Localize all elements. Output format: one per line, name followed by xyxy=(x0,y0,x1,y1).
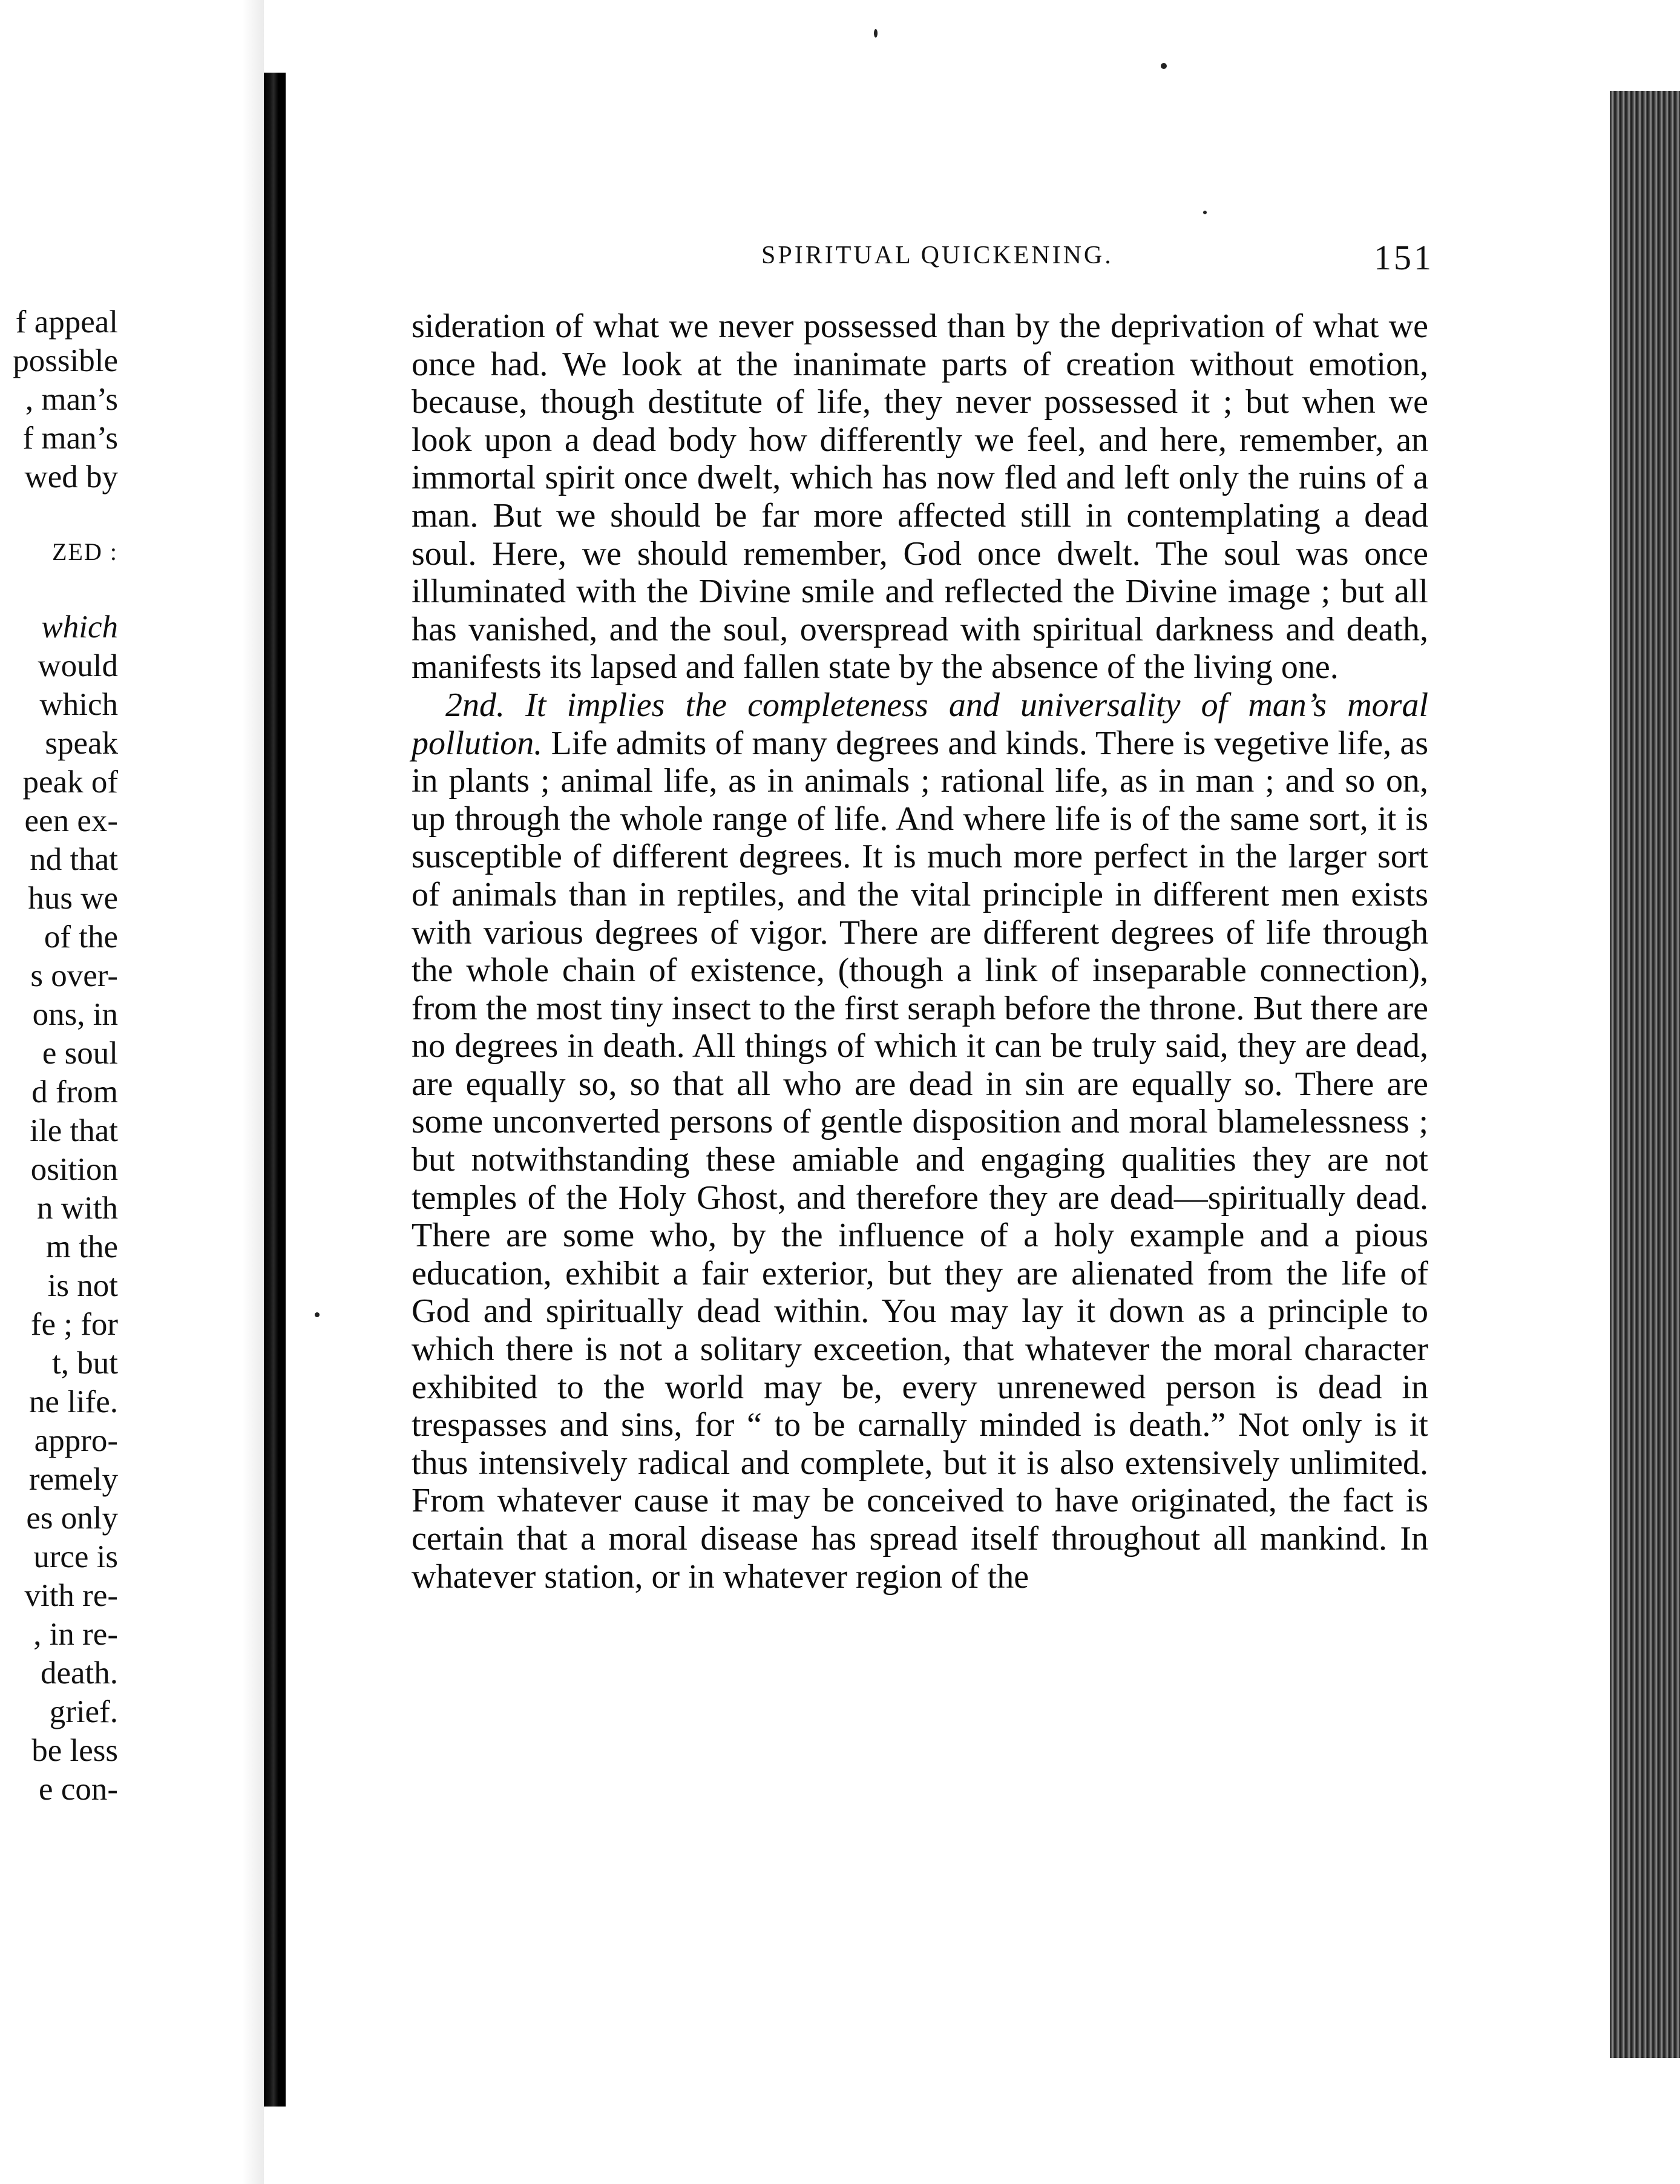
left-fragment: , in re- xyxy=(33,1617,118,1652)
left-fragment: hus we xyxy=(28,881,118,916)
left-fragment: es only xyxy=(26,1501,118,1536)
left-fragment: e con- xyxy=(39,1772,118,1807)
left-fragment: possible xyxy=(13,343,118,378)
left-fragment: of the xyxy=(44,919,118,955)
left-fragment: speak xyxy=(45,726,118,761)
paragraph xyxy=(412,686,1428,1596)
left-fragment: remely xyxy=(28,1462,118,1497)
left-page-text-fragments xyxy=(13,303,118,1809)
left-fragment: be less xyxy=(31,1733,118,1768)
left-fragment: death. xyxy=(40,1656,118,1691)
left-fragment: which xyxy=(41,610,118,645)
left-fragment: ons, in xyxy=(32,997,118,1032)
book-binding-gutter xyxy=(264,73,286,2107)
left-fragment: een ex- xyxy=(24,803,118,838)
left-fragment: wed by xyxy=(24,459,118,495)
left-fragment: urce is xyxy=(33,1539,118,1574)
scan-speck xyxy=(874,29,878,38)
left-fragment: fe ; for xyxy=(30,1307,118,1342)
gutter-shadow xyxy=(242,0,264,2184)
page-number: 151 xyxy=(1374,238,1434,277)
scan-speck xyxy=(315,1312,320,1317)
left-fragment: f appeal xyxy=(15,304,118,340)
left-fragment: nd that xyxy=(30,842,118,877)
left-fragment: is not xyxy=(47,1268,118,1303)
left-fragment-heading: ZED : xyxy=(52,538,118,565)
left-fragment: e soul xyxy=(42,1036,118,1071)
paragraph-lead: 2nd. It implies the completeness and universality of man’s moral pollution. xyxy=(412,686,1428,762)
left-fragment: osition xyxy=(30,1152,118,1187)
left-fragment: ne life. xyxy=(28,1384,118,1419)
left-fragment: would xyxy=(38,648,118,683)
scan-speck xyxy=(1161,63,1167,69)
left-fragment-gap xyxy=(13,571,118,608)
left-fragment: f man’s xyxy=(22,421,118,456)
running-head: SPIRITUAL QUICKENING. xyxy=(761,242,1114,269)
page-edges xyxy=(1610,91,1680,2058)
left-fragment: peak of xyxy=(22,765,118,800)
left-fragment: d from xyxy=(31,1074,118,1110)
left-fragment: , man’s xyxy=(25,382,118,417)
left-fragment: m the xyxy=(45,1229,118,1265)
left-facing-page xyxy=(0,0,266,2184)
paragraph-text: Life admits of many degrees and kinds. There is vegetive life, as in plants ; animal life, as in animals ; rational life, as in man ; and so on, up through the whole range of life. And where life is of the same sort, it is susceptible of different degrees. It is much more perfect in the larger sort of animals than in reptiles, and the vital principle in different men exists with various degrees of vigor. There are different degrees of life through the whole chain of existence, (though a link of inseparable connection), from the most tiny insect to the first seraph before the throne. But there are no degrees in death. All things of which it can be truly said, they are dead, are equally so, so that all who are dead in sin are equally so. There are some unconverted persons of gentle disposition and moral blamelessness ; but notwithstanding these amiable and engaging qualities they are not temples of the Holy Ghost, and therefore they are dead—spiritually dead. There are some who, by the influence of a holy example and a pious education, exhibit a fair exterior, but they are alienated from the life of God and spiritually dead within. You may lay it down as a principle to which there is not a solitary exceetion, that whatever the moral character exhibited to the world may be, every unrenewed person is dead in trespasses and sins, for “ to be carnally minded is death.” Not only is it thus intensively radical and complete, but it is also extensively unlimited. From whatever cause it may be conceived to have originated, the fact is certain that a moral disease has spread itself throughout all mankind. In whatever station, or in whatever region of the xyxy=(412,724,1428,1596)
scan-speck xyxy=(1203,211,1207,214)
left-fragment-gap xyxy=(13,496,118,533)
left-fragment: ile that xyxy=(30,1113,118,1148)
page-body xyxy=(412,308,1428,1596)
left-fragment: grief. xyxy=(49,1694,118,1729)
left-fragment: n with xyxy=(37,1191,118,1226)
left-fragment: s over- xyxy=(30,958,118,993)
left-fragment: t, but xyxy=(52,1346,118,1381)
left-fragment: vith re- xyxy=(24,1578,118,1613)
left-fragment: appro- xyxy=(34,1423,118,1458)
paragraph: sideration of what we never possessed than by the deprivation of what we once had. We look at the inanimate parts of creation without emotion, because, though destitute of life, they never possessed it ; but when we look upon a dead body how differently we feel, and here, remember, an immortal spirit once dwelt, which has now fled and left only the ruins of a man. But we should be far more affected still in contemplating a dead soul. Here, we should remember, God once dwelt. The soul was once illuminated with the Divine smile and reflected the Divine image ; but all has vanished, and the soul, overspread with spiritual darkness and death, manifests its lapsed and fallen state by the absence of the living one. xyxy=(412,308,1428,686)
left-fragment: which xyxy=(39,687,118,722)
